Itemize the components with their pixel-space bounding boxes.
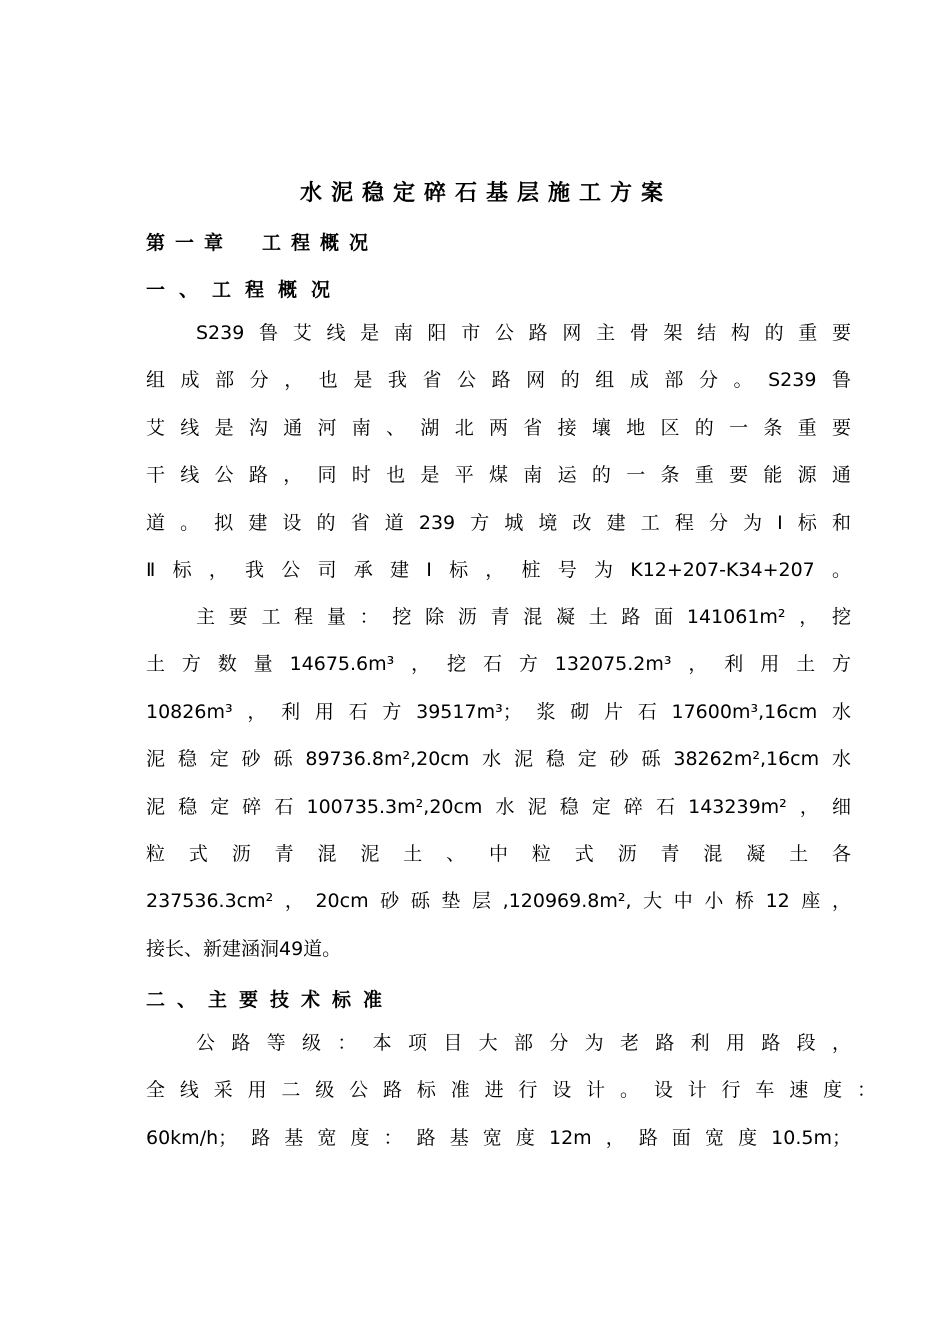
paragraph-line: 粒式沥青混泥土、中粒式沥青混凝土各	[146, 842, 851, 865]
paragraph-line: 泥稳定砂砾89736.8m²,20cm水泥稳定砂砾38262m²,16cm水	[146, 748, 851, 771]
section-heading-overview: 一、工程概况	[146, 279, 345, 301]
paragraph-line: 公路等级：本项目大部分为老路利用路段，	[196, 1032, 851, 1054]
paragraph-line: 237536.3cm²，20cm砂砾垫层,120969.8m²,大中小桥12座，	[146, 890, 851, 913]
paragraph-line: 组成部分，也是我省公路网的组成部分。S239鲁	[146, 369, 851, 392]
paragraph-line: 艾线是沟通河南、湖北两省接壤地区的一条重要	[146, 416, 851, 439]
paragraph-line: 土方数量14675.6m³，挖石方132075.2m³，利用土方	[146, 653, 851, 676]
paragraph-line: 60km/h；路基宽度：路基宽度12m，路面宽度10.5m；	[146, 1126, 851, 1149]
paragraph-technical-standards	[146, 1020, 876, 1162]
paragraph-line: 主要工程量：挖除沥青混凝土路面141061m²，挖	[196, 606, 851, 628]
paragraph-line: 全线采用二级公路标准进行设计。设计行车速度：	[146, 1079, 876, 1102]
section-heading-technical-standards: 二、主要技术标准	[146, 989, 395, 1011]
paragraph-line: 泥稳定碎石100735.3m²,20cm水泥稳定碎石143239m²，细	[146, 795, 851, 818]
paragraph-line: Ⅱ标，我公司承建Ⅰ标，桩号为K12+207-K34+207。	[146, 558, 851, 581]
document-title: 水泥稳定碎石基层施工方案	[300, 181, 673, 206]
paragraph-line: 接长、新建涵洞49道。	[146, 937, 342, 960]
paragraph-line: 10826m³，利用石方39517m³；浆砌片石17600m³,16cm水	[146, 700, 851, 723]
chapter-heading: 第一章 工程概况	[146, 232, 379, 254]
paragraph-line: S239鲁艾线是南阳市公路网主骨架结构的重要	[196, 322, 851, 344]
paragraph-main-quantities	[146, 594, 851, 973]
paragraph-project-overview	[146, 310, 851, 594]
paragraph-line: 道。拟建设的省道239方城境改建工程分为Ⅰ标和	[146, 511, 851, 534]
paragraph-line: 干线公路，同时也是平煤南运的一条重要能源通	[146, 464, 851, 487]
